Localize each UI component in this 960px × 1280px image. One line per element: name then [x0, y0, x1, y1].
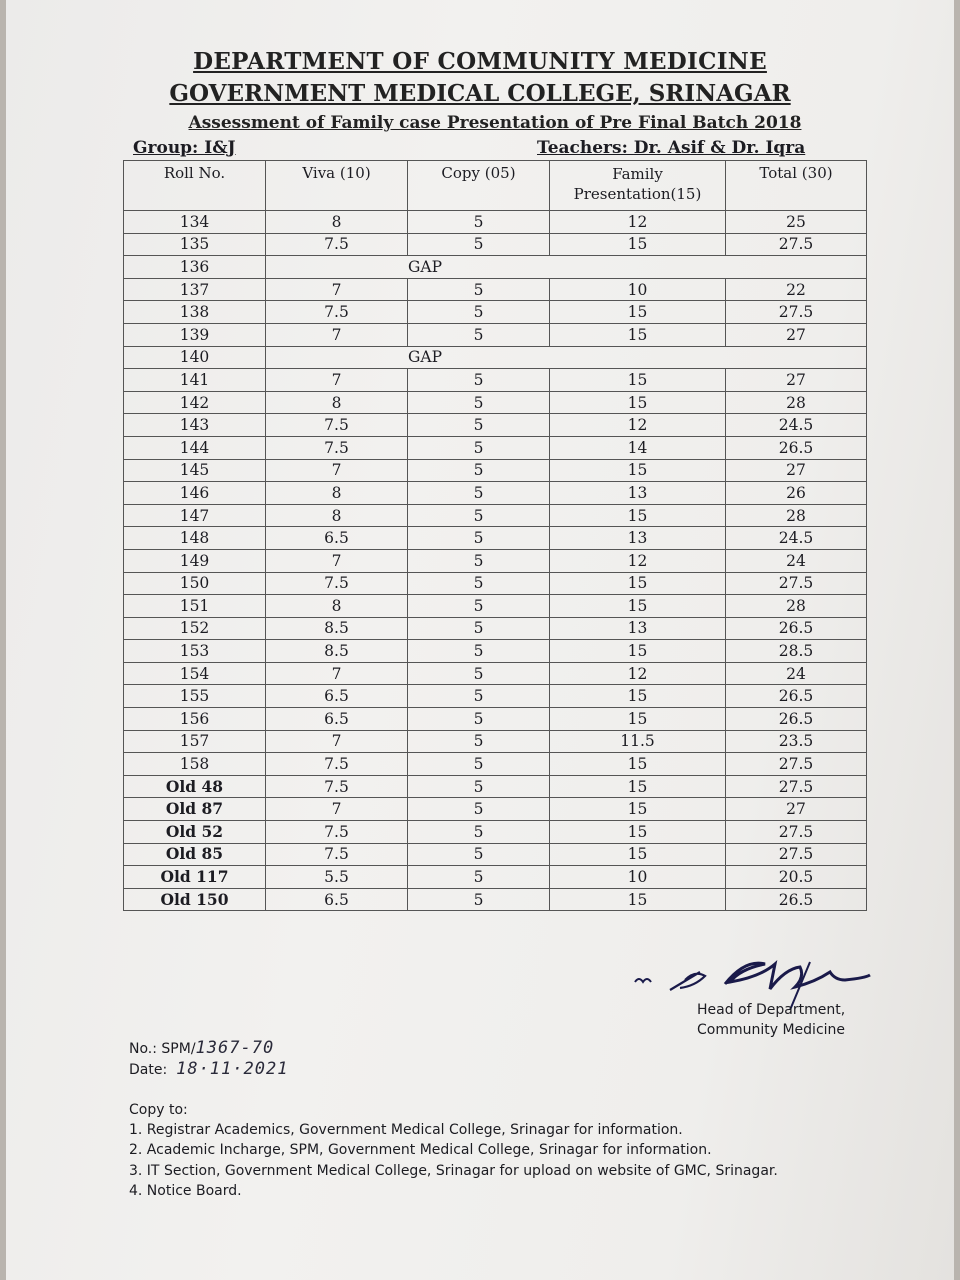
cell-viva: 6.5 [266, 888, 408, 911]
cell-copy: 5 [408, 414, 550, 437]
cell-total: 27.5 [726, 572, 867, 595]
table-row [124, 753, 867, 776]
cell-copy: 5 [408, 866, 550, 889]
cell-copy: 5 [408, 369, 550, 392]
cell-total: 26.5 [726, 685, 867, 708]
cell-family-presentation: 15 [550, 595, 726, 618]
cell-family-presentation: 15 [550, 504, 726, 527]
cell-roll: 134 [124, 211, 266, 234]
cell-family-presentation: 12 [550, 549, 726, 572]
reference-date-value: 18·11·2021 [176, 1059, 289, 1079]
cell-total: 24 [726, 662, 867, 685]
table-row [124, 888, 867, 911]
column-header-roll: Roll No. [124, 161, 266, 211]
hod-department: Community Medicine [697, 1022, 846, 1038]
cell-roll: 137 [124, 278, 266, 301]
cell-family-presentation: 12 [550, 211, 726, 234]
cell-viva: 6.5 [266, 527, 408, 550]
cell-viva: 8.5 [266, 617, 408, 640]
cell-family-presentation: 15 [550, 572, 726, 595]
cell-copy: 5 [408, 888, 550, 911]
cell-family-presentation: 11.5 [550, 730, 726, 753]
cell-total: 25 [726, 211, 867, 234]
table-row [124, 572, 867, 595]
cell-viva: 8 [266, 595, 408, 618]
copy-to-item: 1. Registrar Academics, Government Medical College, Srinagar for information. [129, 1122, 683, 1139]
cell-copy: 5 [408, 685, 550, 708]
cell-roll: 150 [124, 572, 266, 595]
cell-family-presentation: 12 [550, 662, 726, 685]
cell-roll: 155 [124, 685, 266, 708]
cell-roll: Old 85 [124, 843, 266, 866]
cell-roll: 141 [124, 369, 266, 392]
assessment-title: Assessment of Family case Presentation of Pre Final Batch 2018 [188, 113, 802, 133]
cell-copy: 5 [408, 572, 550, 595]
cell-family-presentation: 15 [550, 640, 726, 663]
cell-family-presentation: 13 [550, 527, 726, 550]
table-row [124, 233, 867, 256]
cell-roll: Old 87 [124, 798, 266, 821]
table-row [124, 256, 867, 279]
cell-viva: 7 [266, 662, 408, 685]
copy-to-item: 3. IT Section, Government Medical College, Srinagar for upload on website of GMC, Srinagar. [129, 1162, 778, 1179]
table-row [124, 843, 867, 866]
table-row [124, 482, 867, 505]
column-header-total: Total (30) [726, 161, 867, 211]
cell-viva: 7.5 [266, 436, 408, 459]
cell-family-presentation: 15 [550, 708, 726, 731]
cell-roll: 140 [124, 346, 266, 369]
reference-block [129, 1038, 288, 1080]
table-row [124, 595, 867, 618]
copy-to-item: 4. Notice Board. [129, 1182, 242, 1199]
cell-roll: 139 [124, 323, 266, 346]
cell-family-presentation: 15 [550, 459, 726, 482]
college-heading: GOVERNMENT MEDICAL COLLEGE, SRINAGAR [169, 80, 791, 107]
cell-viva: 7.5 [266, 843, 408, 866]
cell-copy: 5 [408, 640, 550, 663]
cell-viva: 6.5 [266, 708, 408, 731]
cell-total: 26.5 [726, 708, 867, 731]
cell-roll: 148 [124, 527, 266, 550]
reference-date-label: Date: [129, 1062, 168, 1078]
cell-viva: 6.5 [266, 685, 408, 708]
cell-viva: 7.5 [266, 775, 408, 798]
cell-total: 22 [726, 278, 867, 301]
cell-viva: 7.5 [266, 572, 408, 595]
cell-family-presentation: 12 [550, 414, 726, 437]
copy-to-block [129, 1100, 778, 1201]
reference-number-label: No.: SPM/ [129, 1041, 196, 1057]
cell-copy: 5 [408, 459, 550, 482]
table-row [124, 775, 867, 798]
cell-copy: 5 [408, 753, 550, 776]
group-label: Group: I&J [133, 138, 236, 158]
cell-gap: GAP [266, 346, 867, 369]
table-row [124, 662, 867, 685]
cell-roll: Old 150 [124, 888, 266, 911]
column-header-family-presentation: Family Presentation(15) [550, 161, 726, 211]
cell-family-presentation: 15 [550, 843, 726, 866]
cell-total: 27.5 [726, 775, 867, 798]
cell-total: 28.5 [726, 640, 867, 663]
copy-to-heading: Copy to: [129, 1102, 188, 1118]
cell-family-presentation: 15 [550, 775, 726, 798]
cell-viva: 7 [266, 730, 408, 753]
cell-roll: 136 [124, 256, 266, 279]
cell-copy: 5 [408, 821, 550, 844]
cell-roll: Old 48 [124, 775, 266, 798]
cell-viva: 7.5 [266, 301, 408, 324]
cell-copy: 5 [408, 211, 550, 234]
cell-roll: 152 [124, 617, 266, 640]
cell-total: 28 [726, 504, 867, 527]
cell-viva: 7.5 [266, 233, 408, 256]
table-row [124, 414, 867, 437]
cell-total: 20.5 [726, 866, 867, 889]
cell-copy: 5 [408, 775, 550, 798]
cell-roll: 158 [124, 753, 266, 776]
cell-total: 28 [726, 391, 867, 414]
cell-viva: 7.5 [266, 753, 408, 776]
cell-viva: 7 [266, 278, 408, 301]
cell-total: 27.5 [726, 821, 867, 844]
cell-viva: 7.5 [266, 414, 408, 437]
cell-total: 27.5 [726, 753, 867, 776]
table-row [124, 708, 867, 731]
cell-copy: 5 [408, 798, 550, 821]
cell-family-presentation: 15 [550, 369, 726, 392]
cell-family-presentation: 13 [550, 482, 726, 505]
table-row [124, 730, 867, 753]
cell-viva: 7 [266, 459, 408, 482]
cell-viva: 7 [266, 798, 408, 821]
cell-roll: 142 [124, 391, 266, 414]
cell-copy: 5 [408, 843, 550, 866]
table-row [124, 866, 867, 889]
cell-copy: 5 [408, 708, 550, 731]
table-row [124, 323, 867, 346]
cell-total: 24 [726, 549, 867, 572]
copy-to-item: 2. Academic Incharge, SPM, Government Medical College, Srinagar for information. [129, 1142, 712, 1159]
cell-viva: 7 [266, 323, 408, 346]
cell-viva: 8 [266, 504, 408, 527]
cell-copy: 5 [408, 278, 550, 301]
reference-number-value: 1367-70 [195, 1038, 275, 1058]
cell-family-presentation: 15 [550, 685, 726, 708]
cell-family-presentation: 15 [550, 323, 726, 346]
cell-family-presentation: 13 [550, 617, 726, 640]
cell-roll: 146 [124, 482, 266, 505]
cell-copy: 5 [408, 233, 550, 256]
table-row [124, 527, 867, 550]
table-row [124, 346, 867, 369]
table-row [124, 617, 867, 640]
cell-roll: 157 [124, 730, 266, 753]
cell-viva: 8 [266, 482, 408, 505]
cell-total: 26.5 [726, 617, 867, 640]
cell-viva: 7.5 [266, 821, 408, 844]
hod-title: Head of Department, [697, 1002, 846, 1018]
cell-copy: 5 [408, 730, 550, 753]
cell-family-presentation: 15 [550, 798, 726, 821]
cell-family-presentation: 15 [550, 753, 726, 776]
table-row [124, 821, 867, 844]
cell-copy: 5 [408, 595, 550, 618]
cell-roll: 144 [124, 436, 266, 459]
cell-copy: 5 [408, 617, 550, 640]
cell-total: 26.5 [726, 436, 867, 459]
cell-copy: 5 [408, 482, 550, 505]
cell-family-presentation: 15 [550, 233, 726, 256]
table-row [124, 504, 867, 527]
cell-roll: 153 [124, 640, 266, 663]
reference-date-line [129, 1059, 288, 1080]
cell-viva: 8 [266, 391, 408, 414]
cell-total: 27 [726, 798, 867, 821]
cell-viva: 7 [266, 369, 408, 392]
marks-table-body [124, 211, 867, 911]
head-of-department-block [697, 1000, 845, 1040]
cell-family-presentation: 10 [550, 866, 726, 889]
cell-total: 24.5 [726, 414, 867, 437]
table-row [124, 640, 867, 663]
column-header-copy: Copy (05) [408, 161, 550, 211]
cell-roll: 145 [124, 459, 266, 482]
cell-total: 27 [726, 323, 867, 346]
cell-viva: 8 [266, 211, 408, 234]
cell-roll: 135 [124, 233, 266, 256]
cell-viva: 7 [266, 549, 408, 572]
cell-copy: 5 [408, 527, 550, 550]
cell-family-presentation: 14 [550, 436, 726, 459]
table-row [124, 436, 867, 459]
table-row [124, 301, 867, 324]
table-row [124, 211, 867, 234]
cell-total: 24.5 [726, 527, 867, 550]
table-row [124, 798, 867, 821]
cell-total: 28 [726, 595, 867, 618]
cell-copy: 5 [408, 662, 550, 685]
marks-table [123, 160, 867, 911]
table-row [124, 278, 867, 301]
cell-total: 26 [726, 482, 867, 505]
cell-total: 27.5 [726, 301, 867, 324]
table-header-row [124, 161, 867, 211]
cell-roll: 151 [124, 595, 266, 618]
reference-number-line [129, 1038, 288, 1059]
column-header-viva: Viva (10) [266, 161, 408, 211]
cell-copy: 5 [408, 549, 550, 572]
table-row [124, 459, 867, 482]
department-heading: DEPARTMENT OF COMMUNITY MEDICINE [193, 48, 767, 75]
cell-total: 27.5 [726, 843, 867, 866]
teachers-label: Teachers: Dr. Asif & Dr. Iqra [537, 138, 806, 158]
cell-family-presentation: 15 [550, 888, 726, 911]
cell-roll: 156 [124, 708, 266, 731]
cell-roll: 138 [124, 301, 266, 324]
cell-family-presentation: 15 [550, 821, 726, 844]
cell-roll: 143 [124, 414, 266, 437]
cell-total: 27.5 [726, 233, 867, 256]
cell-total: 27 [726, 459, 867, 482]
cell-family-presentation: 15 [550, 391, 726, 414]
table-row [124, 685, 867, 708]
cell-family-presentation: 15 [550, 301, 726, 324]
cell-viva: 5.5 [266, 866, 408, 889]
cell-viva: 8.5 [266, 640, 408, 663]
table-row [124, 369, 867, 392]
cell-copy: 5 [408, 504, 550, 527]
cell-gap: GAP [266, 256, 867, 279]
table-row [124, 391, 867, 414]
cell-roll: 149 [124, 549, 266, 572]
cell-roll: 147 [124, 504, 266, 527]
cell-roll: Old 52 [124, 821, 266, 844]
cell-total: 26.5 [726, 888, 867, 911]
table-row [124, 549, 867, 572]
cell-total: 23.5 [726, 730, 867, 753]
cell-copy: 5 [408, 391, 550, 414]
cell-copy: 5 [408, 323, 550, 346]
cell-roll: Old 117 [124, 866, 266, 889]
cell-family-presentation: 10 [550, 278, 726, 301]
cell-copy: 5 [408, 436, 550, 459]
cell-copy: 5 [408, 301, 550, 324]
cell-roll: 154 [124, 662, 266, 685]
cell-total: 27 [726, 369, 867, 392]
